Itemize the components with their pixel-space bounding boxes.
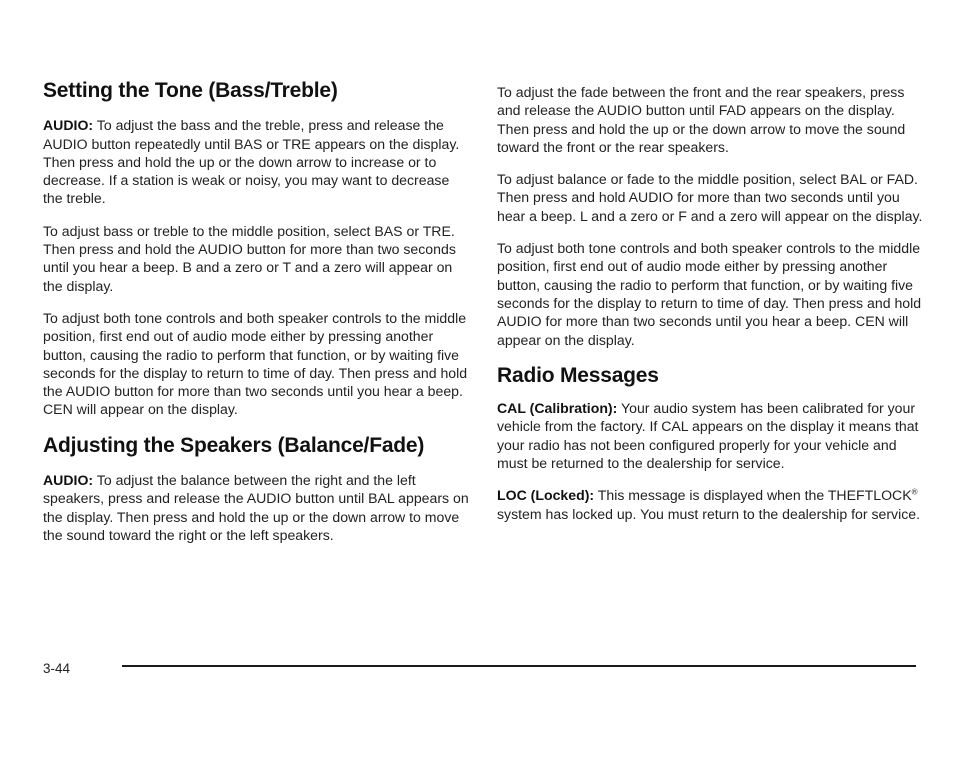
tone-paragraph-1 xyxy=(43,116,471,207)
tone-paragraph-2: To adjust bass or treble to the middle position, select BAS or TRE. Then press and hold the AUDIO button for more than two seconds until you hear a beep. B and a zero or T and a zero will appear on the display. xyxy=(43,222,456,294)
loc-text-a: This message is displayed when the THEFTLOCK xyxy=(597,487,912,504)
audio-label: AUDIO: xyxy=(43,117,94,134)
cal-text: Your audio system has been calibrated for your vehicle from the factory. If CAL appears on the display it means that your radio has not been configured properly for your vehicle and must be returned to the dealership for service. xyxy=(497,400,919,471)
footer-rule xyxy=(122,665,916,667)
left-column xyxy=(43,78,471,558)
speakers-paragraph-1-text: To adjust the balance between the right and the left speakers, press and release the AUDIO button until BAL appears on the display. Then press and hold the up or the down arrow to move the sound toward the right or the left speakers. xyxy=(43,471,469,543)
reset-paragraph: To adjust both tone controls and both speaker controls to the middle position, first end out of audio mode either by pressing another button, causing the radio to perform that function, or by waiting five seconds for the display to return to time of day. Then press and hold AUDIO for more than two seconds until you hear a beep. CEN will appear on the display. xyxy=(497,240,922,348)
heading-adjusting-speakers: Adjusting the Speakers (Balance/Fade) xyxy=(43,433,425,457)
tone-paragraph-3: To adjust both tone controls and both speaker controls to the middle position, first end out of audio mode either by pressing another button, causing the radio to perform that function, or by waiting five seconds for the display to return to time of day. Then press and hold the AUDIO button for more than two seconds until you hear a beep. CEN will appear on the display. xyxy=(43,309,468,418)
center-paragraph: To adjust balance or fade to the middle position, select BAL or FAD. Then press and hold AUDIO for more than two seconds until you hear a beep. L and a zero or F and a zero will appear on the display. xyxy=(497,171,923,224)
registered-mark: ® xyxy=(911,487,918,497)
fade-paragraph: To adjust the fade between the front and the rear speakers, press and release the AUDIO button until FAD appears on the display. Then press and hold the up or the down arrow to move the sound toward the front or the rear speakers. xyxy=(497,84,906,155)
cal-paragraph xyxy=(497,399,925,472)
heading-radio-messages: Radio Messages xyxy=(497,363,659,387)
right-column xyxy=(497,83,925,537)
page-number: 3-44 xyxy=(43,661,71,676)
speakers-paragraph-1 xyxy=(43,471,471,544)
tone-paragraph-1-text: To adjust the bass and the treble, press and release the AUDIO button repeatedly until BAS or TRE appears on the display. Then press and hold the up or the down arrow to increase or to decrease. If a station is weak or noisy, you may want to decrease the treble. xyxy=(43,117,460,207)
loc-text-b: system has locked up. You must return to the dealership for service. xyxy=(497,505,921,522)
heading-setting-tone: Setting the Tone (Bass/Treble) xyxy=(43,79,338,102)
audio-label: AUDIO: xyxy=(43,471,94,488)
cal-label: CAL (Calibration): xyxy=(497,400,618,417)
loc-paragraph xyxy=(497,486,925,523)
loc-label: LOC (Locked): xyxy=(497,487,595,504)
